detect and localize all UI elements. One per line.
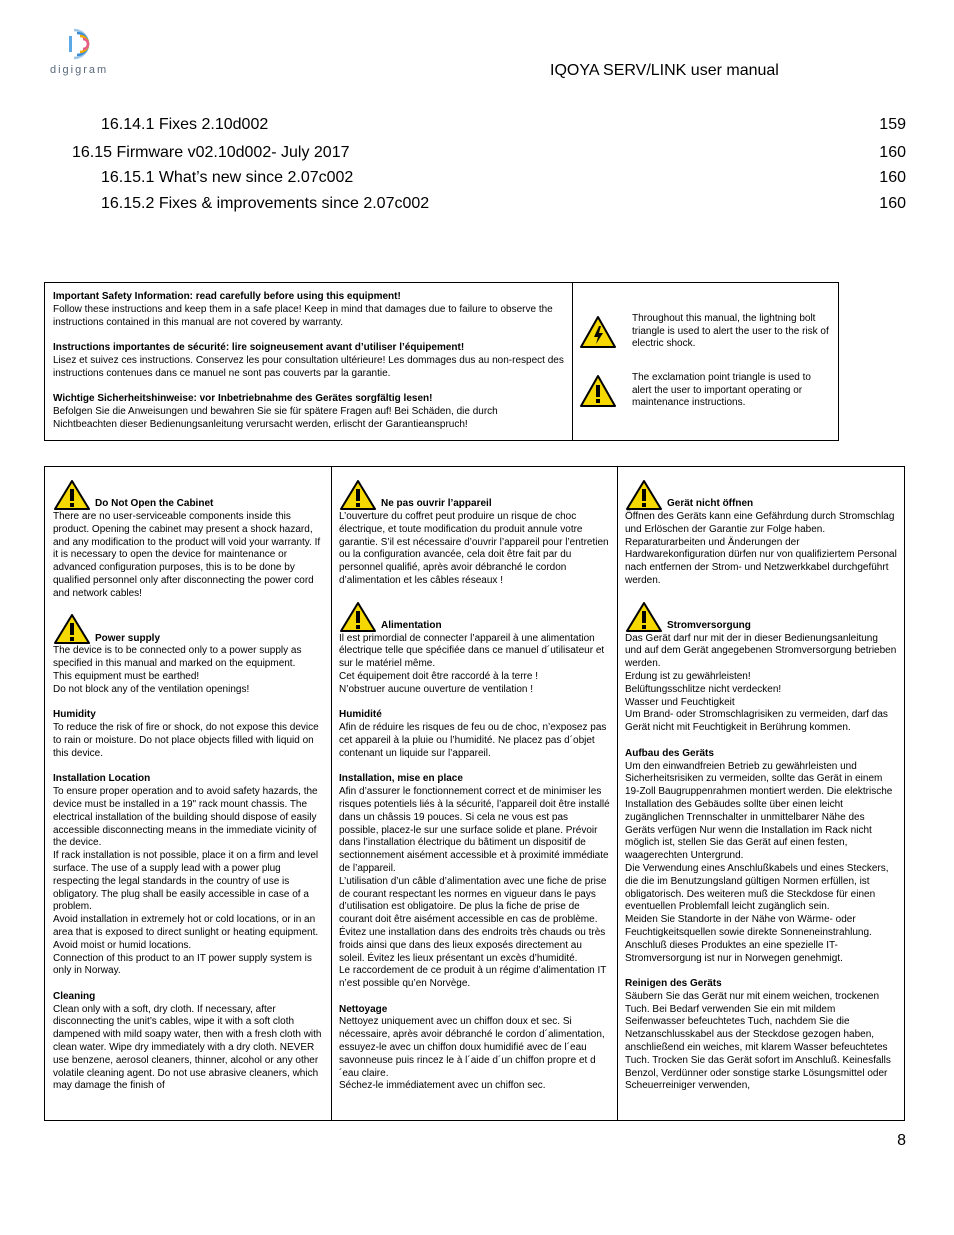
safety-information-box bbox=[44, 282, 839, 441]
multilingual-safety-columns bbox=[44, 466, 905, 1121]
safety-instructions bbox=[45, 283, 573, 440]
section-body: Das Gerät darf nur mit der in dieser Bedienungsanleitung und auf dem Gerät angegebenen Stromversorgung betrieben werden. Erdung ist zu gewährleisten! Belüftungsschlitze nicht verdecken! Wasser und Feuchtigkeit Um Brand- oder Stromschlagrisiken zu vermeiden, darf das Gerät nicht mit Feuchtigkeit in Berührung kommen. bbox=[625, 632, 897, 734]
section-body: Clean only with a soft, dry cloth. If necessary, after disconnecting the unit’s cables, wipe it with a soft cloth dampened with mild soapy water, then with a fresh cloth with clean water. Wipe dry immediately with a dry cloth. NEVER use benzene, aerosol cleaners, thinner, alcohol or any other volatile cleaning agent. Do not use abrasive cleaners, which may damage the finish of bbox=[53, 1003, 322, 1092]
section-body: L’ouverture du coffret peut produire un risque de choc électrique, et toute modification du produit annule votre garantie. S’il est nécessaire d’ouvrir l’appareil pour l’entretien ou la configuration avancée, cela doit être fait par du personnel qualifié, après avoir débranché le cordon d’alimentation et les câbles réseaux ! bbox=[339, 511, 609, 586]
section-body: Nettoyez uniquement avec un chiffon doux et sec. Si nécessaire, après avoir débranché le cordon d´alimentation, essuyez-le avec un chiffon doux humidifié avec de l´eau savonneuse puis rincez le à l´aide d´un chiffon propre et d´eau claire. Séchez-le immédiatement avec un chiffon sec. bbox=[339, 1016, 605, 1092]
toc-entry[interactable] bbox=[0, 144, 954, 164]
toc-entry-title: 16.15 Firmware v02.10d002- July 2017 bbox=[72, 144, 350, 161]
toc-entry[interactable] bbox=[0, 195, 954, 215]
safety-body-de: Befolgen Sie die Anweisungen und bewahren Sie sie für spätere Fragen auf! Bei Schäden, die durch Nichtbeachten dieser Bedienungsanleitung verursacht werden, erlischt der Garantieanspruch! bbox=[53, 406, 498, 430]
safety-title-fr: Instructions importantes de sécurité: lire soigneusement avant d’utiliser l’équipement! bbox=[53, 342, 465, 354]
section-installation-fr bbox=[339, 773, 610, 991]
section-heading: Humidity bbox=[53, 709, 96, 721]
section-reinigen bbox=[625, 978, 897, 1093]
document-title: IQOYA SERV/LINK user manual bbox=[550, 62, 779, 79]
safety-title-en: Important Safety Information: read carefully before using this equipment! bbox=[53, 291, 401, 302]
section-heading: Gerät nicht öffnen bbox=[667, 498, 754, 510]
lightning-legend-text: Throughout this manual, the lightning bolt triangle is used to alert the user to the risk of electric shock. bbox=[632, 313, 829, 349]
section-heading: Alimentation bbox=[381, 619, 442, 631]
section-ne-pas-ouvrir bbox=[339, 479, 610, 588]
toc-entry-page: 160 bbox=[879, 169, 906, 186]
section-heading: Stromversorgung bbox=[667, 619, 751, 631]
exclamation-warning-icon bbox=[53, 613, 91, 645]
safety-title-de: Wichtige Sicherheitshinweise: vor Inbetriebnahme des Gerätes sorgfältig lesen! bbox=[53, 393, 433, 405]
section-body: Il est primordial de connecter l’appareil à une alimentation électrique telle que spécifiée dans ce manuel d´utilisateur et sur le matériel même. Cet équipement doit être raccordé à la terre ! N’obstruer aucune ouverture de ventilation ! bbox=[339, 632, 605, 695]
section-heading: Power supply bbox=[95, 632, 161, 644]
page-number: 8 bbox=[897, 1132, 906, 1149]
exclamation-warning-icon bbox=[625, 479, 663, 511]
toc-entry-title: 16.14.1 Fixes 2.10d002 bbox=[101, 116, 269, 133]
section-heading: Reinigen des Geräts bbox=[625, 978, 722, 990]
section-body: Afin d’assurer le fonctionnement correct et de minimiser les risques potentiels liés à la sécurité, l’appareil doit être installé dans un châssis 19 pouces. Si cela ne vous est pas possible, placez-le sur une surface solide et plane. Prévoir dans l’installation électrique du bâtiment un dispositif de sectionnement aisément accessible et à proximité immédiate de l’appareil. L’utilisation d’un câble d’alimentation avec une fiche de prise de courant respectant les normes en vigueur dans le pays d’utilisation est obligatoire. De plus la fiche de prise de courant doit être aisément accessible en cas de problème. Évitez une installation dans des endroits très chauds ou très froids ainsi que dans des lieux exposés directement au soleil. Évitez les lieux présentant un excès d’humidité. Le raccordement de ce produit à un régime d’alimentation IT n’est possible qu’en Norvège. bbox=[339, 786, 610, 990]
section-body: Öffnen des Geräts kann eine Gefährdung durch Stromschlag und Erlöschen der Garantie zur Folge haben. Reparaturarbeiten und Änderungen der Hardwarekonfiguration dürfen nur von qualifiziertem Personal nach entfernen der Strom- und Netzwerkkabel durchgeführt werden. bbox=[625, 511, 897, 586]
section-body: Säubern Sie das Gerät nur mit einem weichen, trockenen Tuch. Bei Bedarf verwenden Sie ein mit mildem Seifenwasser befeuchtetes Tuch, nachdem Sie die Netzanschlusskabel aus der Steckdose gezogen haben, anschließend ein weiches, mit klarem Wasser befeuchtetes Tuch. Trocken Sie das Gerät sofort im Anschluß. Keinesfalls Benzol, Verdünner oder sonstige starke Lösungsmittel oder Scheuerreiniger verwenden, bbox=[625, 990, 891, 1092]
section-body: To reduce the risk of fire or shock, do not expose this device to rain or moisture. Do not place objects filled with liquid on this device. bbox=[53, 722, 319, 759]
lightning-warning-icon bbox=[579, 315, 617, 349]
section-cleaning bbox=[53, 991, 323, 1093]
section-heading: Nettoyage bbox=[339, 1003, 388, 1015]
exclamation-warning-icon bbox=[339, 479, 377, 511]
section-humidity bbox=[53, 709, 323, 760]
section-aufbau bbox=[625, 748, 897, 966]
toc-entry[interactable] bbox=[0, 169, 954, 189]
section-body: To ensure proper operation and to avoid safety hazards, the device must be installed in a 19" rack mount chassis. The electrical installation of the building should dispose of easily accessible disconnecting means in the immediate vicinity of the device. If rack installation is not possible, place it on a firm and level surface. The use of a supply lead with a power plug respecting the legal standards in the country of use is obligatory. The plug shall be easily accessible in case of a problem. Avoid installation in extremely hot or cold locations, or in an area that is exposed to direct sunlight or heating equipment. Avoid moist or humid locations. Connection of this product to an IT power supply system is only in Norway. bbox=[53, 786, 319, 977]
section-body: There are no user-serviceable components inside this product. Opening the cabinet may present a shock hazard, and any modification to the product will void your warranty. If it is necessary to open the device for maintenance or advanced configuration purposes, this is to be done by qualified personnel only after disconnecting the power cord and network cables! bbox=[53, 511, 321, 599]
toc-entry-page: 160 bbox=[879, 195, 906, 212]
column-french bbox=[332, 467, 618, 1120]
logo-text: digigram bbox=[50, 64, 109, 76]
toc-entry-title: 16.15.2 Fixes & improvements since 2.07c002 bbox=[101, 195, 430, 212]
symbol-legend bbox=[573, 283, 840, 440]
section-body: Afin de réduire les risques de feu ou de choc, n’exposez pas cet appareil à la pluie ou l’humidité. Ne placez pas d´objet contenant un liquide sur l’appareil. bbox=[339, 722, 607, 759]
section-installation bbox=[53, 773, 323, 978]
safety-body-fr: Lisez et suivez ces instructions. Conservez les pour consultation ultérieure! Les dommages dus au non-respect des instructions contenues dans ce manuel ne sont pas couverts par la garantie. bbox=[53, 354, 564, 379]
section-alimentation bbox=[339, 601, 610, 697]
section-heading: Cleaning bbox=[53, 990, 96, 1002]
exclamation-legend-text: The exclamation point triangle is used to alert the user to important operating or maintenance instructions. bbox=[632, 372, 811, 408]
exclamation-warning-icon bbox=[579, 374, 617, 408]
section-heading: Installation, mise en place bbox=[339, 773, 463, 785]
section-humidite bbox=[339, 709, 610, 760]
section-do-not-open bbox=[53, 479, 323, 601]
toc-entry[interactable] bbox=[0, 116, 954, 136]
section-heading: Aufbau des Geräts bbox=[625, 747, 714, 759]
section-heading: Ne pas ouvrir l’appareil bbox=[381, 498, 492, 510]
toc-entry-page: 160 bbox=[879, 144, 906, 161]
section-heading: Do Not Open the Cabinet bbox=[95, 498, 214, 510]
section-power-supply bbox=[53, 613, 323, 696]
section-heading: Installation Location bbox=[53, 773, 151, 785]
toc-entry-title: 16.15.1 What’s new since 2.07c002 bbox=[101, 169, 354, 186]
digigram-logo-icon bbox=[66, 26, 102, 62]
section-heading: Humidité bbox=[339, 709, 382, 721]
column-german bbox=[618, 467, 904, 1120]
exclamation-warning-icon bbox=[53, 479, 91, 511]
section-geraet-nicht-oeffnen bbox=[625, 479, 897, 588]
safety-body-en: Follow these instructions and keep them in a safe place! Keep in mind that damages due to failure to observe the instructions contained in this manual are not covered by warranty. bbox=[53, 303, 553, 328]
section-body: Um den einwandfreien Betrieb zu gewährleisten und Sicherheitsrisiken zu vermeiden, sollte das Gerät in einem 19-Zoll Baugruppenrahmen montiert werden. Die elektrische Installation des Gebäudes sollte über einen leicht zugänglichen Trennschalter in unmittelbarer Nähe des Geräts verfügen Nur wenn die Installation im Rack nicht möglich ist, stellen Sie das Gerät auf einen festen, waagerechten Untergrund. Die Verwendung eines Anschlußkabels und eines Steckers, die die im Benutzungsland gültigen Normen erfüllen, ist obligatorisch. Des weiteren muß die Steckdose für einen eventuellen Problemfall leicht zugänglich sein. Meiden Sie Standorte in der Nähe von Wärme- oder Feuchtigkeitsquellen sowie direkte Sonneneinstrahlung. Anschluß dieses Produktes an eine spezielle IT-Stromversorgung ist nur in Norwegen genehmigt. bbox=[625, 760, 893, 964]
section-body: The device is to be connected only to a power supply as specified in this manual and marked on the equipment. This equipment must be earthed! Do not block any of the ventilation openings! bbox=[53, 645, 302, 695]
exclamation-warning-icon bbox=[339, 601, 377, 633]
digigram-logo bbox=[46, 26, 116, 78]
exclamation-warning-icon bbox=[625, 601, 663, 633]
section-stromversorgung bbox=[625, 601, 897, 735]
section-nettoyage bbox=[339, 1004, 610, 1094]
column-english bbox=[45, 467, 332, 1120]
toc-entry-page: 159 bbox=[879, 116, 906, 133]
